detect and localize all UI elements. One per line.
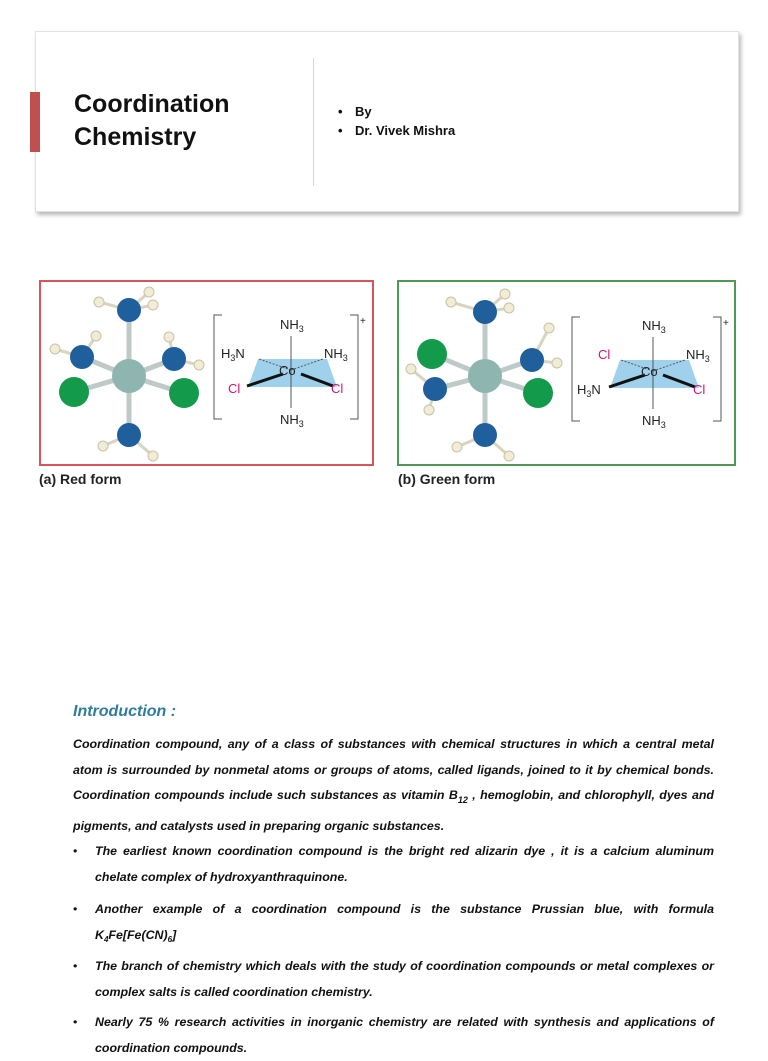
svg-text:NH3: $NH_3$	[642, 318, 666, 335]
nitrogen-atom	[473, 300, 497, 324]
author-item-by: • By	[338, 102, 455, 121]
green-cl-right: Cl	[693, 382, 706, 397]
green-charge: +	[723, 318, 729, 329]
hydrogen-atom	[500, 289, 510, 299]
hydrogen-atom	[424, 405, 434, 415]
nitrogen-atom	[473, 423, 497, 447]
red-form-panel	[39, 280, 374, 466]
green-form-panel	[397, 280, 736, 466]
hydrogen-atom	[148, 451, 158, 461]
hydrogen-atom	[194, 360, 204, 370]
red-cl-left: Cl	[228, 381, 241, 396]
nitrogen-atom	[520, 348, 544, 372]
green-form-diagram	[399, 282, 734, 464]
nitrogen-atom	[70, 345, 94, 369]
title-slide-card	[35, 31, 739, 212]
nitrogen-atom	[162, 347, 186, 371]
red-form-diagram	[41, 282, 372, 464]
intro-bullet-branch: • The branch of chemistry which deals with the study of coordination compounds or metal complexes or complex salts is called coordination chemistry.	[73, 953, 714, 1005]
cobalt-atom	[112, 359, 146, 393]
nitrogen-atom	[423, 377, 447, 401]
chlorine-atom	[417, 339, 447, 369]
intro-heading: Introduction :	[73, 703, 177, 720]
svg-text:NH3: $NH_3$	[280, 317, 304, 334]
hydrogen-atom	[144, 287, 154, 297]
hydrogen-atom	[544, 323, 554, 333]
chlorine-atom	[523, 378, 553, 408]
svg-text:NH3: $NH_3$	[642, 413, 666, 430]
hydrogen-atom	[98, 441, 108, 451]
green-metal-label: Co	[641, 364, 658, 379]
hydrogen-atom	[50, 344, 60, 354]
green-ball-stick-model	[406, 289, 562, 461]
intro-bullet-prussian-blue: • Another example of a coordination compound is the substance Prussian blue, with formula $K_4Fe[Fe(CN)_6]$	[73, 896, 714, 953]
hydrogen-atom	[91, 331, 101, 341]
red-ball-stick-model	[50, 287, 204, 461]
svg-text:NH3: $NH_3$	[280, 412, 304, 429]
svg-text:NH3: $NH_3$	[686, 347, 710, 364]
hydrogen-atom	[406, 364, 416, 374]
cobalt-atom	[468, 359, 502, 393]
author-item-name: • Dr. Vivek Mishra	[338, 121, 455, 140]
nitrogen-atom	[117, 423, 141, 447]
hydrogen-atom	[504, 451, 514, 461]
red-cl-right: Cl	[331, 381, 344, 396]
hydrogen-atom	[94, 297, 104, 307]
green-cl-top-left: Cl	[598, 347, 611, 362]
red-metal-label: Co	[279, 363, 296, 378]
nitrogen-atom	[117, 298, 141, 322]
title-accent-bar	[30, 92, 40, 152]
red-structural-formula	[214, 315, 366, 429]
title-divider	[313, 58, 314, 186]
slide-title: Coordination Chemistry	[74, 90, 230, 151]
intro-bullet-list	[73, 838, 714, 1061]
svg-text:H3N: $H_3N$	[577, 382, 601, 399]
hydrogen-atom	[504, 303, 514, 313]
hydrogen-atom	[148, 300, 158, 310]
hydrogen-atom	[552, 358, 562, 368]
red-form-caption: (a) Red form	[39, 471, 122, 487]
author-list	[338, 102, 455, 140]
svg-text:NH3: $NH_3$	[324, 346, 348, 363]
red-charge: +	[360, 316, 366, 327]
green-structural-formula	[572, 317, 729, 430]
svg-text:H3N: $H_3N$	[221, 346, 245, 363]
hydrogen-atom	[452, 442, 462, 452]
hydrogen-atom	[446, 297, 456, 307]
intro-paragraph: Coordination compound, any of a class of substances with chemical structures in which a central metal atom is surrounded by nonmetal atoms or groups of atoms, called ligands, joined to it by chemical bonds. Coordination compounds include such substances as vitamin $B_{12}$ , hemoglobin, and chlorophyll, dyes and pigments, and catalysts used in preparing organic substances.	[73, 737, 714, 834]
chlorine-atom	[169, 378, 199, 408]
intro-bullet-alizarin: • The earliest known coordination compound is the bright red alizarin dye , it is a calcium aluminum chelate complex of hydroxyanthraquinone.	[73, 838, 714, 890]
chlorine-atom	[59, 377, 89, 407]
green-form-caption: (b) Green form	[398, 471, 496, 487]
hydrogen-atom	[164, 332, 174, 342]
intro-bullet-research: • Nearly 75 % research activities in inorganic chemistry are related with synthesis and applications of coordination compounds.	[73, 1009, 714, 1061]
